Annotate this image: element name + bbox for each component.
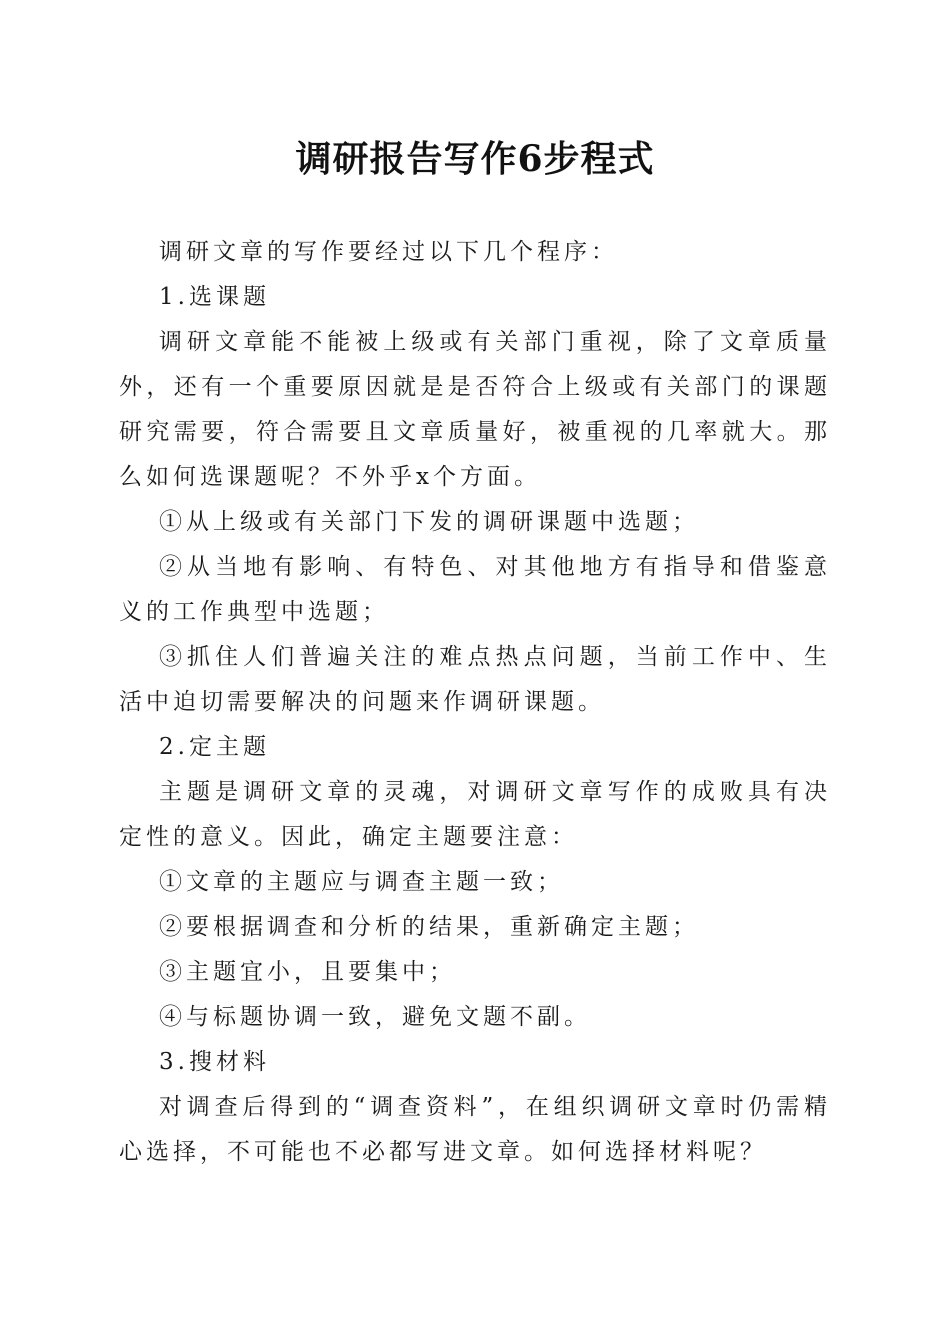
paragraph-intro: 调研文章的写作要经过以下几个程序： [159, 239, 618, 265]
paragraph: 对调查后得到的“调查资料”，在组织调研文章时仍需精心选择，不可能也不必都写进文章。如何选择材料呢？ [119, 1094, 831, 1165]
list-item: ②要根据调查和分析的结果，重新确定主题； [159, 914, 699, 940]
list-item: ①文章的主题应与调查主题一致； [159, 869, 564, 895]
paragraph: 调研文章能不能被上级或有关部门重视，除了文章质量外，还有一个重要原因就是是否符合上级或有关部门的课题研究需要，符合需要且文章质量好，被重视的几率就大。那么如何选课题呢？不外乎x个方面。 [119, 329, 831, 490]
section-heading-1: 1.选课题 [159, 284, 270, 310]
document-body [119, 230, 831, 1175]
document-title: 调研报告写作6步程式 [295, 138, 655, 180]
list-item: ①从上级或有关部门下发的调研课题中选题； [159, 509, 699, 535]
section-heading-2: 2.定主题 [159, 734, 270, 760]
list-item: ③主题宜小，且要集中； [159, 959, 456, 985]
paragraph: 主题是调研文章的灵魂，对调研文章写作的成败具有决定性的意义。因此，确定主题要注意： [119, 779, 831, 850]
section-heading-3: 3.搜材料 [159, 1049, 270, 1075]
list-item: ②从当地有影响、有特色、对其他地方有指导和借鉴意义的工作典型中选题； [119, 554, 831, 625]
list-item: ③抓住人们普遍关注的难点热点问题，当前工作中、生活中迫切需要解决的问题来作调研课题。 [119, 644, 831, 715]
list-item: ④与标题协调一致，避免文题不副。 [159, 1004, 591, 1030]
